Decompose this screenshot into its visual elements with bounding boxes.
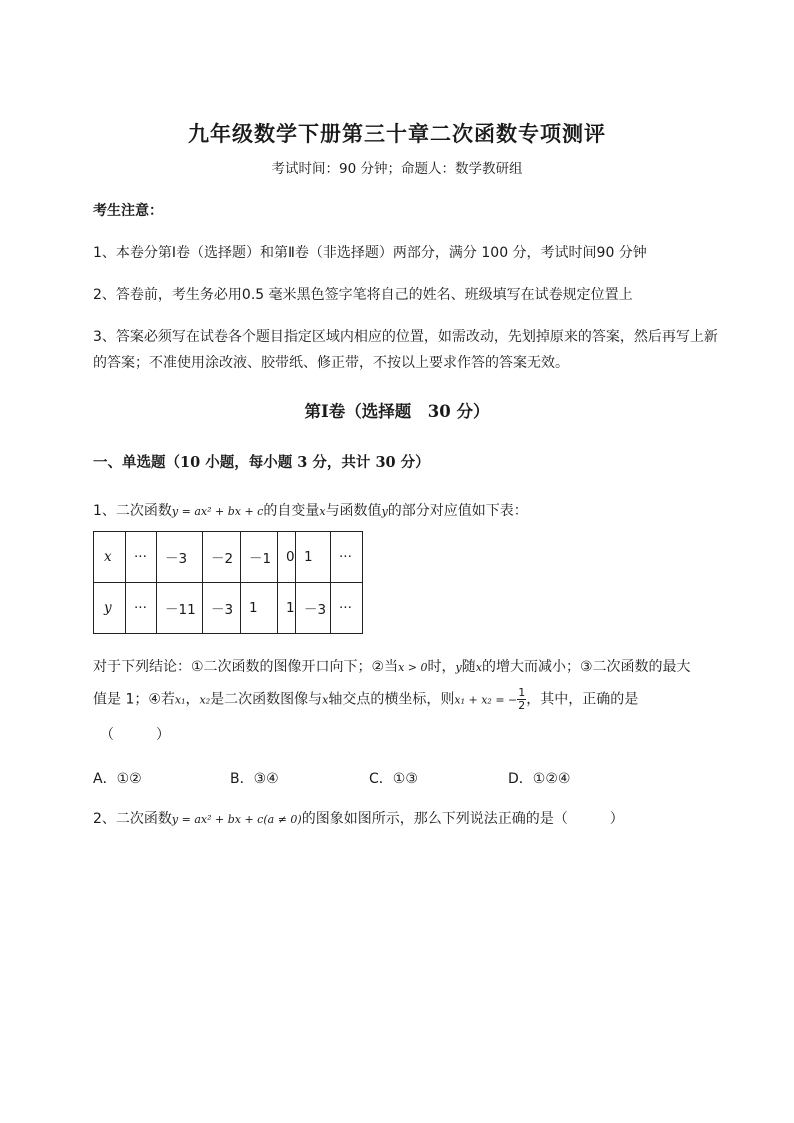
question-1-stem xyxy=(93,500,528,520)
q1-math: y xyxy=(455,661,462,674)
q1-text: 随 xyxy=(461,659,476,675)
notice-item-3-cont: 的答案；不准使用涂改液、胶带纸、修正带，不按以上要求作答的答案无效。 xyxy=(93,355,569,371)
q1-suffix: 的部分对应值如下表： xyxy=(387,503,528,519)
table-cell: x xyxy=(94,532,126,583)
q1-prefix: 1、二次函数 xyxy=(93,503,172,519)
notice-item-2: 2、答卷前，考生务必用0.5 毫米黑色签字笔将自己的姓名、班级填写在试卷规定位置上 xyxy=(93,287,633,303)
table-cell: ··· xyxy=(126,583,157,634)
exam-info: 考试时间：90 分钟；命题人：数学教研组 xyxy=(271,161,523,177)
q1-math: x xyxy=(322,693,329,707)
q1-math: x₁ xyxy=(174,693,186,707)
q1-math: x xyxy=(475,661,482,674)
fraction-numerator: 1 xyxy=(518,686,526,699)
fraction-denominator: 2 xyxy=(518,699,526,712)
q1-text: 轴交点的横坐标，则 xyxy=(328,691,455,708)
q1-text: ， xyxy=(185,691,200,708)
q1-text: 值是 1；④若 xyxy=(93,691,175,708)
section-title: 第Ⅰ卷（选择题 30 分） xyxy=(304,402,490,421)
table-cell: 1 xyxy=(278,583,296,634)
q1-var-x: x xyxy=(319,505,326,518)
table-cell: 0 xyxy=(278,532,296,583)
table-cell: －2 xyxy=(203,532,241,583)
q1-var-y: y xyxy=(381,505,388,518)
table-cell: －11 xyxy=(157,583,203,634)
table-row xyxy=(94,532,363,583)
option-a[interactable]: A．①② xyxy=(93,771,142,787)
q1-math: x₁ + x₂ = − xyxy=(454,693,518,707)
q1-conclusions-line2 xyxy=(93,687,638,712)
q1-text: 对于下列结论：①二次函数的图像开口向下；②当 xyxy=(93,659,399,675)
table-cell: ··· xyxy=(331,583,363,634)
option-d[interactable]: D．①②④ xyxy=(508,771,571,787)
answer-paren: （ ） xyxy=(100,727,170,743)
q1-text: 是二次函数图像与 xyxy=(210,691,323,708)
table-cell: 1 xyxy=(241,583,278,634)
notice-item-3: 3、答案必须写在试卷各个题目指定区域内相应的位置，如需改动，先划掉原来的答案，然后再写上新 xyxy=(93,329,718,345)
table-cell: －3 xyxy=(203,583,241,634)
q1-text: 时， xyxy=(427,659,456,675)
q2-prefix: 2、二次函数 xyxy=(93,811,172,827)
page-title: 九年级数学下册第三十章二次函数专项测评 xyxy=(188,121,606,146)
q1-math: x₂ xyxy=(199,693,211,707)
table-cell: ··· xyxy=(331,532,363,583)
fraction xyxy=(517,687,526,712)
q1-math: x > 0 xyxy=(398,661,428,674)
question-2-stem xyxy=(93,808,624,828)
notice-heading: 考生注意： xyxy=(93,203,163,219)
notice-item-1: 1、本卷分第Ⅰ卷（选择题）和第Ⅱ卷（非选择题）两部分，满分 100 分，考试时间90 分钟 xyxy=(93,245,647,261)
q1-text: ，其中，正确的是 xyxy=(526,691,639,708)
table-cell: －1 xyxy=(241,532,278,583)
q1-mid2: 与函数值 xyxy=(325,503,382,519)
part-heading: 一、单选题（10 小题，每小题 3 分，共计 30 分） xyxy=(93,454,430,471)
q2-suffix: 的图象如图所示，那么下列说法正确的是（ ） xyxy=(301,811,624,827)
q1-text: 的增大而减小；③二次函数的最大 xyxy=(481,659,691,675)
q1-formula: y = ax² + bx + c xyxy=(171,505,264,518)
option-c[interactable]: C．①③ xyxy=(369,771,418,787)
q2-formula: y = ax² + bx + c(a ≠ 0) xyxy=(171,813,302,826)
table-cell: －3 xyxy=(296,583,331,634)
q1-conclusions-line1 xyxy=(93,656,691,676)
table-cell: y xyxy=(94,583,126,634)
table-row xyxy=(94,583,363,634)
table-cell: －3 xyxy=(157,532,203,583)
table-cell: 1 xyxy=(296,532,331,583)
value-table xyxy=(93,531,363,634)
q1-mid1: 的自变量 xyxy=(263,503,320,519)
table-cell: ··· xyxy=(126,532,157,583)
option-b[interactable]: B．③④ xyxy=(230,771,279,787)
